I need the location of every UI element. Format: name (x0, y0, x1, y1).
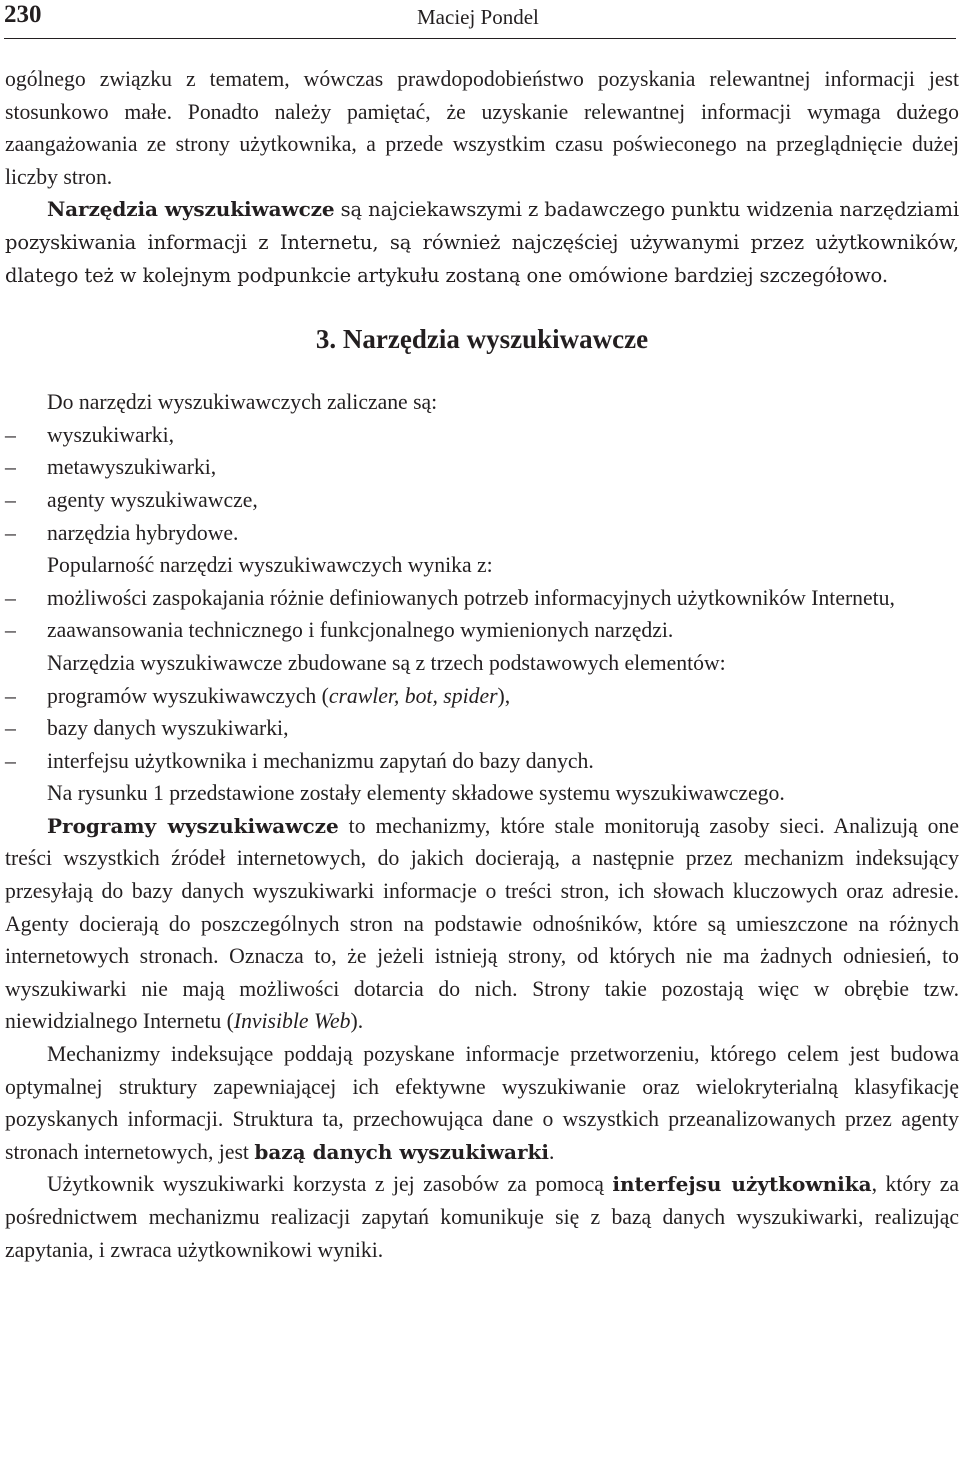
paragraph-user-interface: Użytkownik wyszukiwarki korzysta z jej zasobów za pomocą interfejsu użytkownika, który za pośrednictwem mechanizmu realizacji zapytań komunikuje się z bazą danych wyszukiwarki, realizując zapytania, i zwraca użytkownikowi wyniki. (5, 1172, 960, 1262)
list-item: – agenty wyszukiwawcze, (5, 484, 959, 517)
list-item: – zaawansowania technicznego i funkcjonalnego wymienionych narzędzi. (5, 614, 959, 647)
dash-marker: – (5, 487, 16, 512)
dash-marker: – (5, 455, 16, 480)
dash-marker: – (5, 716, 16, 741)
list-item: – narzędzia hybrydowe. (5, 517, 959, 550)
dash-marker: – (5, 618, 16, 643)
list-item: – bazy danych wyszukiwarki, (5, 712, 959, 745)
dash-marker: – (5, 585, 16, 610)
page-body (5, 63, 959, 1266)
bold-term: Programy wyszukiwawcze (47, 813, 339, 838)
running-head-author: Maciej Pondel (417, 5, 539, 29)
list-item: – możliwości zaspokajania różnie definiowanych potrzeb informacyjnych użytkowników Internetu, (5, 582, 959, 615)
dash-marker: – (5, 422, 16, 447)
paragraph-figure-reference: Na rysunku 1 przedstawione zostały elementy składowe systemu wyszukiwawczego. (47, 781, 785, 806)
page-number: 230 (4, 1, 42, 28)
paragraph-indexing: Mechanizmy indeksujące poddają pozyskane informacje przetworzeniu, którego celem jest budowa optymalnej struktury zapewniającej ich efektywne wyszukiwanie oraz wielokryterialną klasyfikację pozyskanych informacji. Struktura ta, przechowująca dane o wszystkich przeanalizowanych przez agenty stronach internetowych, jest bazą danych wyszukiwarki. (5, 1042, 959, 1164)
bold-term: Narzędzia wyszukiwawcze (47, 197, 335, 222)
bold-term: interfejsu użytkownika (612, 1172, 872, 1197)
running-header (4, 0, 956, 39)
paragraph-crawlers: Programy wyszukiwawcze to mechanizmy, które stale monitorują zasoby sieci. Analizują one treści wszystkich źródeł internetowych, do jakich docierają, a następnie przez mechanizm indeksujący przesyłają do bazy danych wyszukiwarki informacje o treści stron, ich słowach kluczowych oraz adresie. Agenty docierają do poszczególnych stron na podstawie odnośników, które są umieszczone na różnych internetowych stronach. Oznacza to, że jeżeli istnieją strony, od których nie ma żadnych odniesień, to wyszukiwarki nie mają możliwości dotarcia do nich. Strony takie pozostają więc w obrębie tzw. niewidzialnego Internetu (Invisible Web). (5, 813, 959, 1034)
dash-marker: – (5, 520, 16, 545)
dash-marker: – (5, 748, 16, 773)
list-intro-components: Narzędzia wyszukiwawcze zbudowane są z trzech podstawowych elementów: (47, 650, 726, 675)
paragraph-tools-intro: Narzędzia wyszukiwawcze są najciekawszymi z badawczego punktu widzenia narzędziami pozyskiwania informacji z Internetu, są również najczęściej używanymi przez użytkowników, dlatego też w kolejnym podpunkcie artykułu zostaną one omówione bardziej szczegółowo. (5, 197, 960, 287)
dash-marker: – (5, 683, 16, 708)
list-item: – wyszukiwarki, (5, 419, 959, 452)
list-intro-types: Do narzędzi wyszukiwawczych zaliczane są: (47, 390, 438, 415)
section-heading: 3. Narzędzia wyszukiwawcze (315, 324, 649, 355)
list-item: – interfejsu użytkownika i mechanizmu zapytań do bazy danych. (5, 745, 959, 778)
list-item: – metawyszukiwarki, (5, 451, 959, 484)
list-intro-popularity: Popularność narzędzi wyszukiwawczych wynika z: (47, 553, 493, 578)
bold-term: bazą danych wyszukiwarki (254, 1139, 549, 1164)
paragraph-continuation: ogólnego związku z tematem, wówczas prawdopodobieństwo pozyskania relewantnej informacji jest stosunkowo małe. Ponadto należy pamiętać, że uzyskanie relewantnej informacji wymaga dużego zaangażowania ze strony użytkownika, a przede wszystkim czasu poświeconego na przeglądnięcie dużej liczby stron. (5, 67, 959, 189)
list-item: – programów wyszukiwawczych (crawler, bot, spider), (5, 680, 959, 713)
